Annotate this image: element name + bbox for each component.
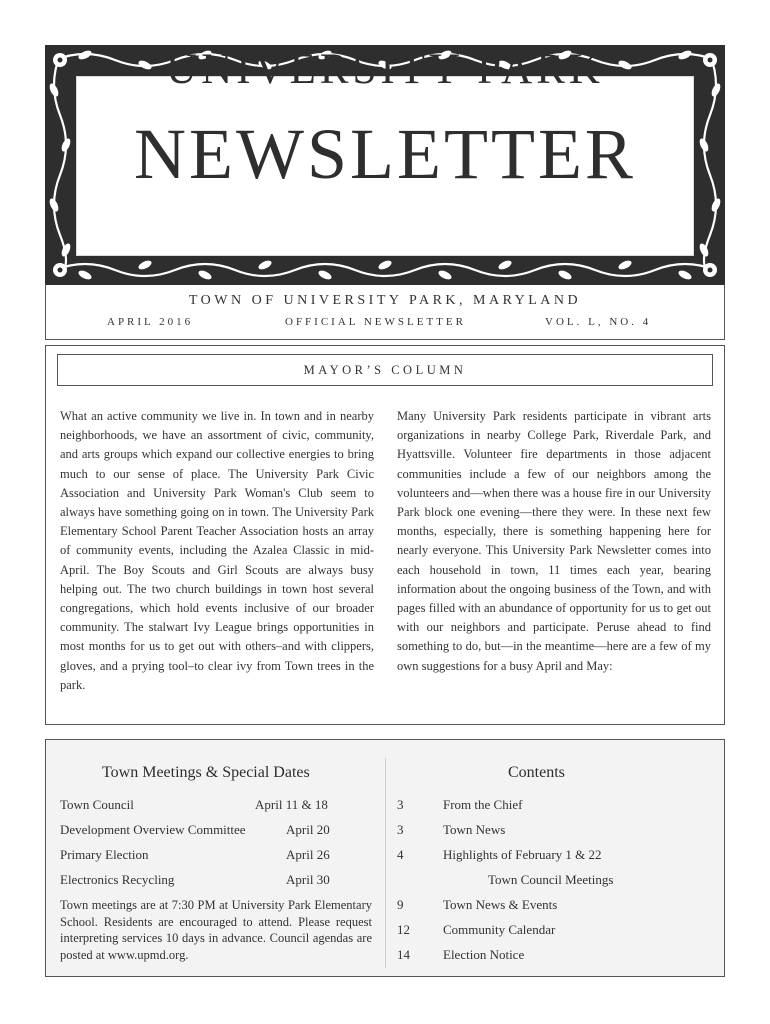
contents-item[interactable]: Election Notice xyxy=(443,947,525,962)
meeting-date: April 26 xyxy=(286,847,330,862)
contents-item[interactable]: From the Chief xyxy=(443,797,523,812)
contents-item[interactable]: Town News & Events xyxy=(443,897,558,912)
mayors-column-heading: MAYOR’S COLUMN xyxy=(57,354,713,386)
masthead-title-top: UNIVERSITY PARK xyxy=(166,46,604,93)
meetings-note: Town meetings are at 7:30 PM at University Park Elementary School. Residents are encouraged to attend. Please request interpreting services 10 days in advance. Council agendas are posted at www.upmd.org. xyxy=(60,898,372,962)
column-divider xyxy=(385,758,386,968)
contents-page-number: 3 xyxy=(397,797,404,812)
meeting-name: Development Overview Committee xyxy=(60,822,246,837)
meeting-name: Primary Election xyxy=(60,847,149,862)
meeting-date: April 11 & 18 xyxy=(255,797,328,812)
volume-number: VOL. L, NO. 4 xyxy=(545,316,652,328)
meeting-date: April 30 xyxy=(286,872,330,887)
official-label: OFFICIAL NEWSLETTER xyxy=(285,316,466,328)
contents-page-number: 3 xyxy=(397,822,404,837)
contents-item[interactable]: Highlights of February 1 & 22 xyxy=(443,847,602,862)
contents-item-continued[interactable]: Town Council Meetings xyxy=(488,872,614,887)
mayors-column-right-text: Many University Park residents participate in vibrant arts organizations in nearby College Park, Riverdale Park, and Hyattsville. Volunteer fire departments in those adjacent communities include a few of our neighbors among the volunteers and—when there was a house fire in our University Park block one evening—there they were. In these next few months, especially, there is something happening here for nearly everyone. This University Park Newsletter comes into each household in town, 11 times each year, bearing information about the ongoing business of the Town, and with pages filled with an abundance of opportunity for us to get out with our neighbors and participate. Peruse ahead to find something to do, but—in the meantime—here are a few of my own suggestions for a busy April and May: xyxy=(397,409,711,673)
contents-page-number: 9 xyxy=(397,897,404,912)
contents-page-number: 14 xyxy=(397,947,410,962)
contents-item[interactable]: Town News xyxy=(443,822,506,837)
contents-item[interactable]: Community Calendar xyxy=(443,922,556,937)
contents-page-number: 4 xyxy=(397,847,404,862)
meetings-title: Town Meetings & Special Dates xyxy=(102,764,310,781)
issue-date: APRIL 2016 xyxy=(107,316,194,328)
mayors-column-left-text: What an active community we live in. In town and in nearby neighborhoods, we have an assortment of civic, community, and arts groups which expand our collective energies to bring much to our sense of place. The University Park Civic Association and University Park Woman's Club seem to always have something going on in town. The University Park Elementary School Parent Teacher Association hosts an array of community events, including the Azalea Classic in mid-April. The Boy Scouts and Girl Scouts are always busy helping out. The two church buildings in town host several congregations, which hold events inclusive of our broader community. The stalwart Ivy League brings opportunities in most months for us to get out with others–and with clippers, gloves, and a prying tool–to clear ivy from Town trees in the park. xyxy=(60,409,374,692)
masthead-title-main: NEWSLETTER xyxy=(134,114,636,194)
contents-title: Contents xyxy=(508,764,565,781)
contents-page-number: 12 xyxy=(397,922,410,937)
meeting-name: Town Council xyxy=(60,797,134,812)
meeting-name: Electronics Recycling xyxy=(60,872,175,887)
town-line: TOWN OF UNIVERSITY PARK, MARYLAND xyxy=(188,293,582,308)
meeting-date: April 20 xyxy=(286,822,330,837)
